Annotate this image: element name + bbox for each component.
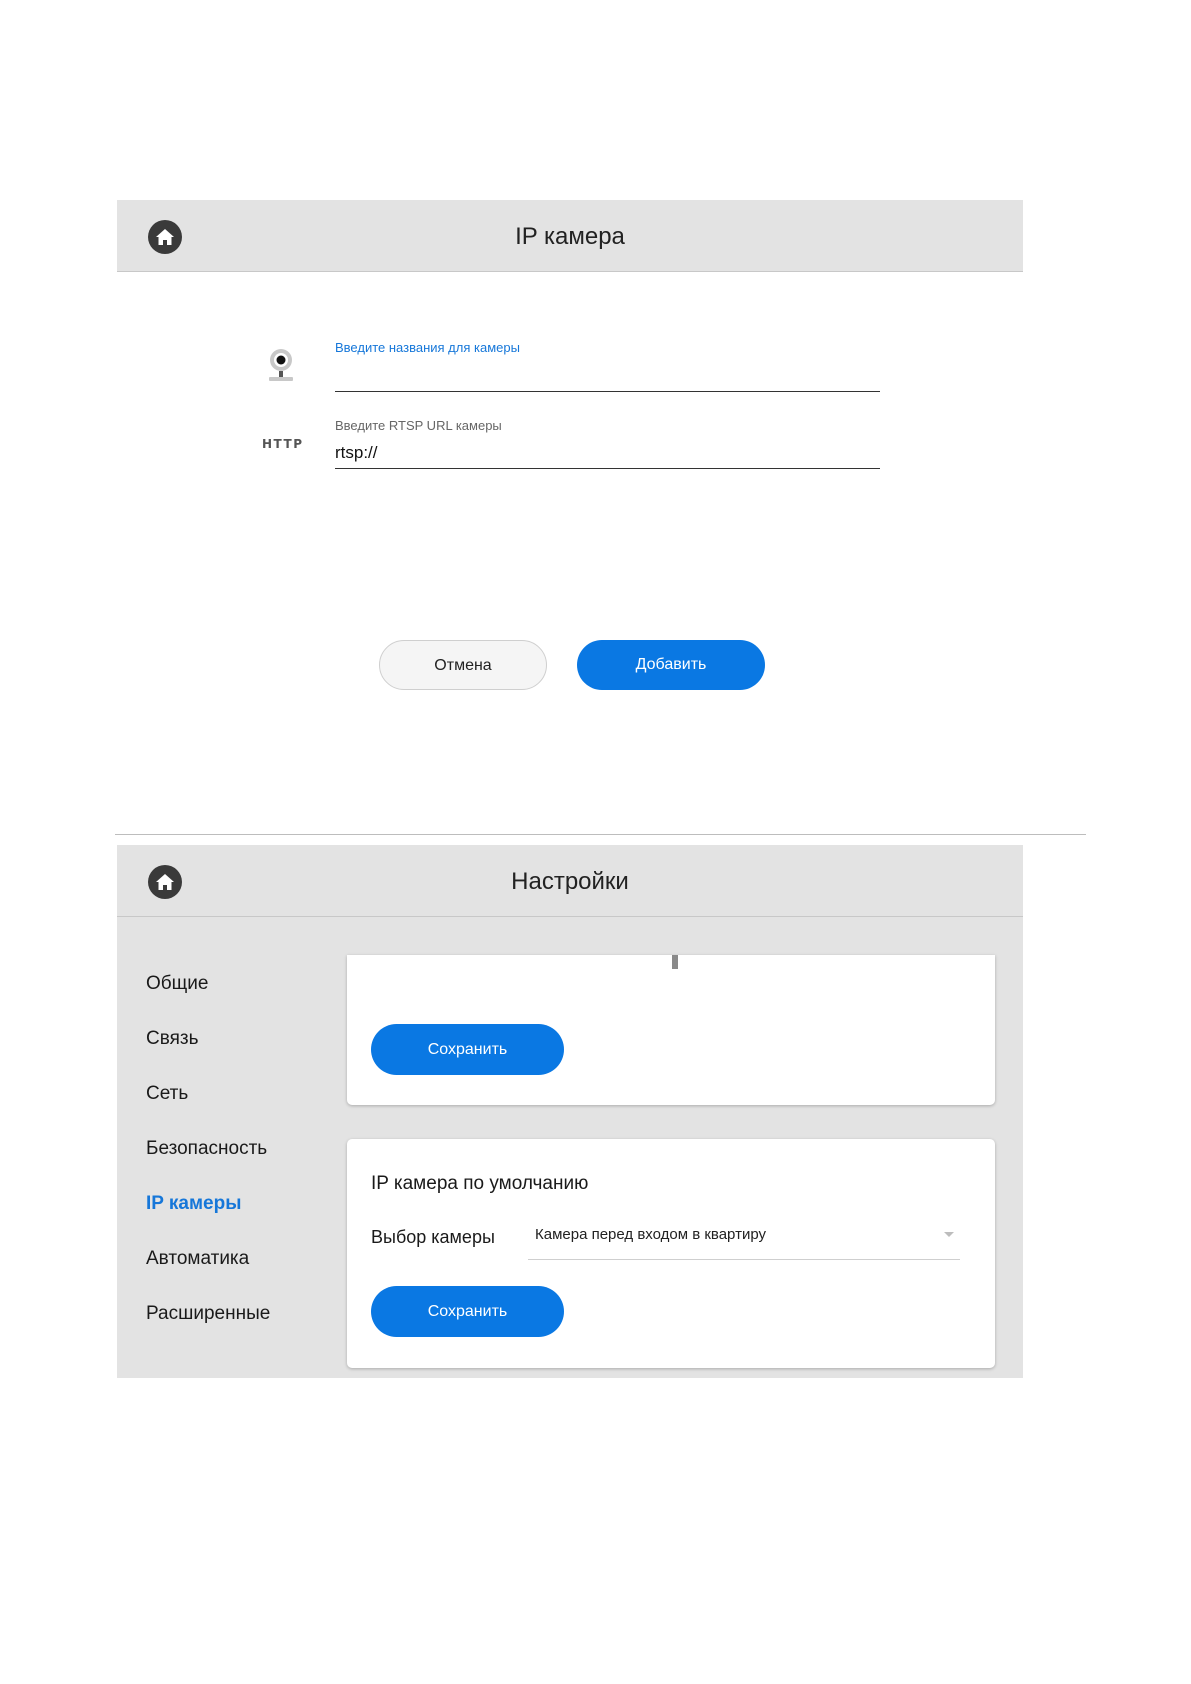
nav-item-security[interactable]: Безопасность — [146, 1138, 268, 1159]
camera-name-input[interactable] — [335, 366, 880, 388]
page-title: IP камера — [515, 223, 625, 250]
camera-name-underline — [335, 391, 880, 392]
add-camera-header — [117, 200, 1023, 272]
nav-item-advanced[interactable]: Расширенные — [146, 1303, 271, 1324]
camera-select[interactable] — [528, 1214, 960, 1260]
add-button[interactable]: Добавить — [577, 640, 765, 690]
camera-select-label: Выбор камеры — [371, 1227, 495, 1247]
nav-item-ip-cameras[interactable]: IP камеры — [146, 1193, 242, 1214]
nav-item-general[interactable]: Общие — [146, 973, 209, 994]
save-button[interactable]: Сохранить — [371, 1024, 564, 1075]
rtsp-url-input[interactable]: rtsp:// — [335, 443, 378, 462]
camera-select-value: Камера перед входом в квартиру — [535, 1226, 766, 1243]
rtsp-url-underline — [335, 468, 880, 469]
scroll-indicator[interactable] — [672, 955, 678, 969]
section-divider — [115, 834, 1086, 835]
default-ip-camera-card — [347, 1139, 995, 1368]
rtsp-url-label: Введите RTSP URL камеры — [335, 418, 502, 433]
settings-header — [117, 845, 1023, 917]
card-title: IP камера по умолчанию — [371, 1173, 589, 1194]
nav-item-automation[interactable]: Автоматика — [146, 1248, 250, 1269]
camera-name-label: Введите названия для камеры — [335, 340, 520, 355]
cancel-button[interactable]: Отмена — [379, 640, 547, 690]
settings-screen — [117, 845, 1023, 1378]
save-button[interactable]: Сохранить — [371, 1286, 564, 1337]
page-title: Настройки — [511, 868, 629, 895]
settings-card-top — [347, 955, 995, 1105]
http-icon: HTTP — [262, 437, 304, 451]
nav-item-communication[interactable]: Связь — [146, 1028, 199, 1049]
add-ip-camera-screen — [117, 200, 1023, 700]
nav-item-network[interactable]: Сеть — [146, 1083, 189, 1104]
webcam-icon — [267, 347, 295, 388]
dropdown-arrow-icon — [944, 1232, 954, 1237]
